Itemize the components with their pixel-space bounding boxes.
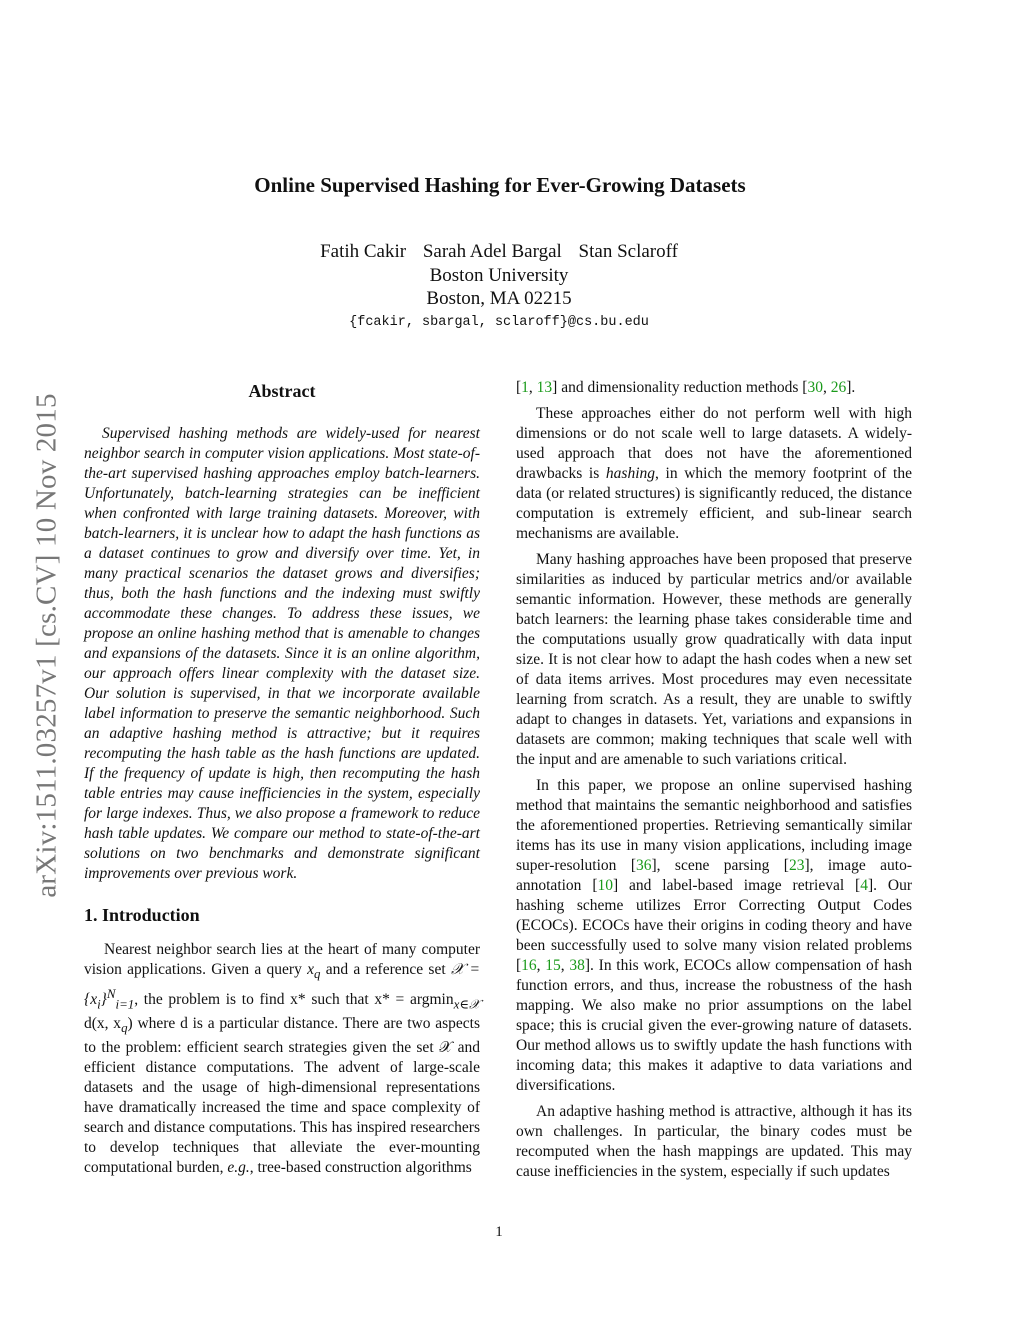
left-column <box>84 378 480 1184</box>
address: Boston, MA 02215 <box>426 288 572 309</box>
author-block <box>0 240 998 334</box>
citation-link[interactable]: 16 <box>521 957 537 974</box>
affiliation: Boston University <box>429 264 569 286</box>
citation-link[interactable]: 15 <box>545 957 561 974</box>
citation-link[interactable]: 26 <box>830 379 847 396</box>
author-names <box>0 240 998 264</box>
citation-link[interactable]: 30 <box>807 379 823 396</box>
intro-paragraph-2: These approaches either do not perform well with high dimensions or do not scale well to large datasets. A widely-used approach that does not have the aforementioned drawbacks is hashing, in which the memory footprint of the data (or related structures) is significantly reduced, the distance computation is extremely efficient, and sub-linear search mechanisms are available. <box>516 405 912 542</box>
citation-link[interactable]: 13 <box>536 379 553 396</box>
author-name: Sarah Adel Bargal <box>422 241 562 262</box>
intro-paragraph-continued: [1, 13] and dimensionality reduction methods [30, 26]. <box>516 379 856 396</box>
citation-link[interactable]: 4 <box>860 877 868 894</box>
intro-paragraph-3: Many hashing approaches have been proposed that preserve similarities as induced by particular metrics and/or available semantic information. However, these methods are generally batch learners: the learning phase takes considerable time and the computations usually grow quadratically with data input size. It is not clear how to adapt the hash codes when a new set of data items arrives. Most procedures may even necessitate learning from scratch. As a result, they are unable to swiftly adapt to changes in datasets. Yet, variations and expansions in datasets are common; making techniques that scale well with the input and are amenable to such variations critical. <box>516 551 912 768</box>
intro-paragraph-4: In this paper, we propose an online supervised hashing method that maintains the semantic neighborhood and satisfies the aforementioned properties. Retrieving semantically similar items has its use in many vision applications, including image super-resolution [36], scene parsing [23], image auto-annotation [10] and label-based image retrieval [4]. Our hashing scheme utilizes Error Correcting Output Codes (ECOCs). ECOCs have their origins in coding theory and have been successfully used to solve many vision related problems [16, 15, 38]. In this work, ECOCs allow compensation of hash function errors, and thus, increase the robustness of the hash mapping. We also make no prior assumptions on the label space; this is crucial given the ever-growing nature of datasets. Our method allows us to swiftly update the hash functions with incoming data; this makes it adaptive to data variations and diversifications. <box>516 777 913 1094</box>
section-heading-introduction: 1. Introduction <box>84 905 200 925</box>
paper-title: Online Supervised Hashing for Ever-Growing Datasets <box>254 173 746 197</box>
citation-link[interactable]: 36 <box>635 857 652 874</box>
arxiv-margin-id: arXiv:1511.03257v1 [cs.CV] 10 Nov 2015 <box>30 392 63 898</box>
abstract-heading: Abstract <box>248 381 316 401</box>
citation-link[interactable]: 10 <box>597 877 613 894</box>
intro-paragraph-1: Nearest neighbor search lies at the heart of many computer vision applications. Given a query $x_q$ and a reference set 𝒳 = $\{x_i\}^N_{i=1}$, the problem is to find x* such that x* = argmin$_{x\in 𝒳}$ d(x, $x_q$) where d is a particular distance. There are two aspects to the problem: efficient search strategies given the set 𝒳 and efficient distance computations. The advent of large-scale datasets and the usage of high-dimensional representations have dramatically increased the time and space complexity of search and distance computations. This has inspired researchers to develop techniques that alleviate the ever-mounting computational burden, e.g., tree-based construction algorithms <box>84 941 480 1177</box>
abstract-text: Supervised hashing methods are widely-used for nearest neighbor search in computer vision applications. Most state-of-the-art supervised hashing approaches employ batch-learners. Unfortunately, batch-learning strategies can be inefficient when confronted with large training datasets. Moreover, with batch-learners, it is unclear how to adapt the hash functions as a dataset continues to grow and diversify over time. Yet, in many practical scenarios the dataset grows and diversifies; thus, both the hash functions and the indexing must swiftly accommodate these changes. To address these issues, we propose an online hashing method that is amenable to changes and expansions of the datasets. Since it is an online algorithm, our approach offers linear complexity with the dataset size. Our solution is supervised, in that we incorporate available label information to preserve the semantic neighborhood. Such an adaptive hashing method is attractive; but it requires recomputing the hash table as the hash functions are updated. If the frequency of update is high, then recomputing the hash table entries may cause inefficiencies in the system, especially for large indexes. Thus, we also propose a framework to reduce hash table updates. We compare our method to state-of-the-art solutions on two benchmarks and demonstrate significant improvements over previous work. <box>84 425 480 882</box>
author-name: Stan Sclaroff <box>578 241 678 262</box>
page-number: 1 <box>495 1224 503 1240</box>
author-name: Fatih Cakir <box>320 241 407 262</box>
author-emails: {fcakir, sbargal, sclaroff}@cs.bu.edu <box>349 314 649 330</box>
intro-paragraph-5: An adaptive hashing method is attractive, although it has its own challenges. In particular, the binary codes must be recomputed when the hash mappings are updated. This may cause inefficiencies in the system, especially if such updates <box>516 1103 912 1180</box>
citation-link[interactable]: 38 <box>569 957 585 974</box>
right-column <box>516 378 912 1188</box>
citation-link[interactable]: 23 <box>788 857 805 874</box>
citation-link[interactable]: 1 <box>521 379 529 396</box>
